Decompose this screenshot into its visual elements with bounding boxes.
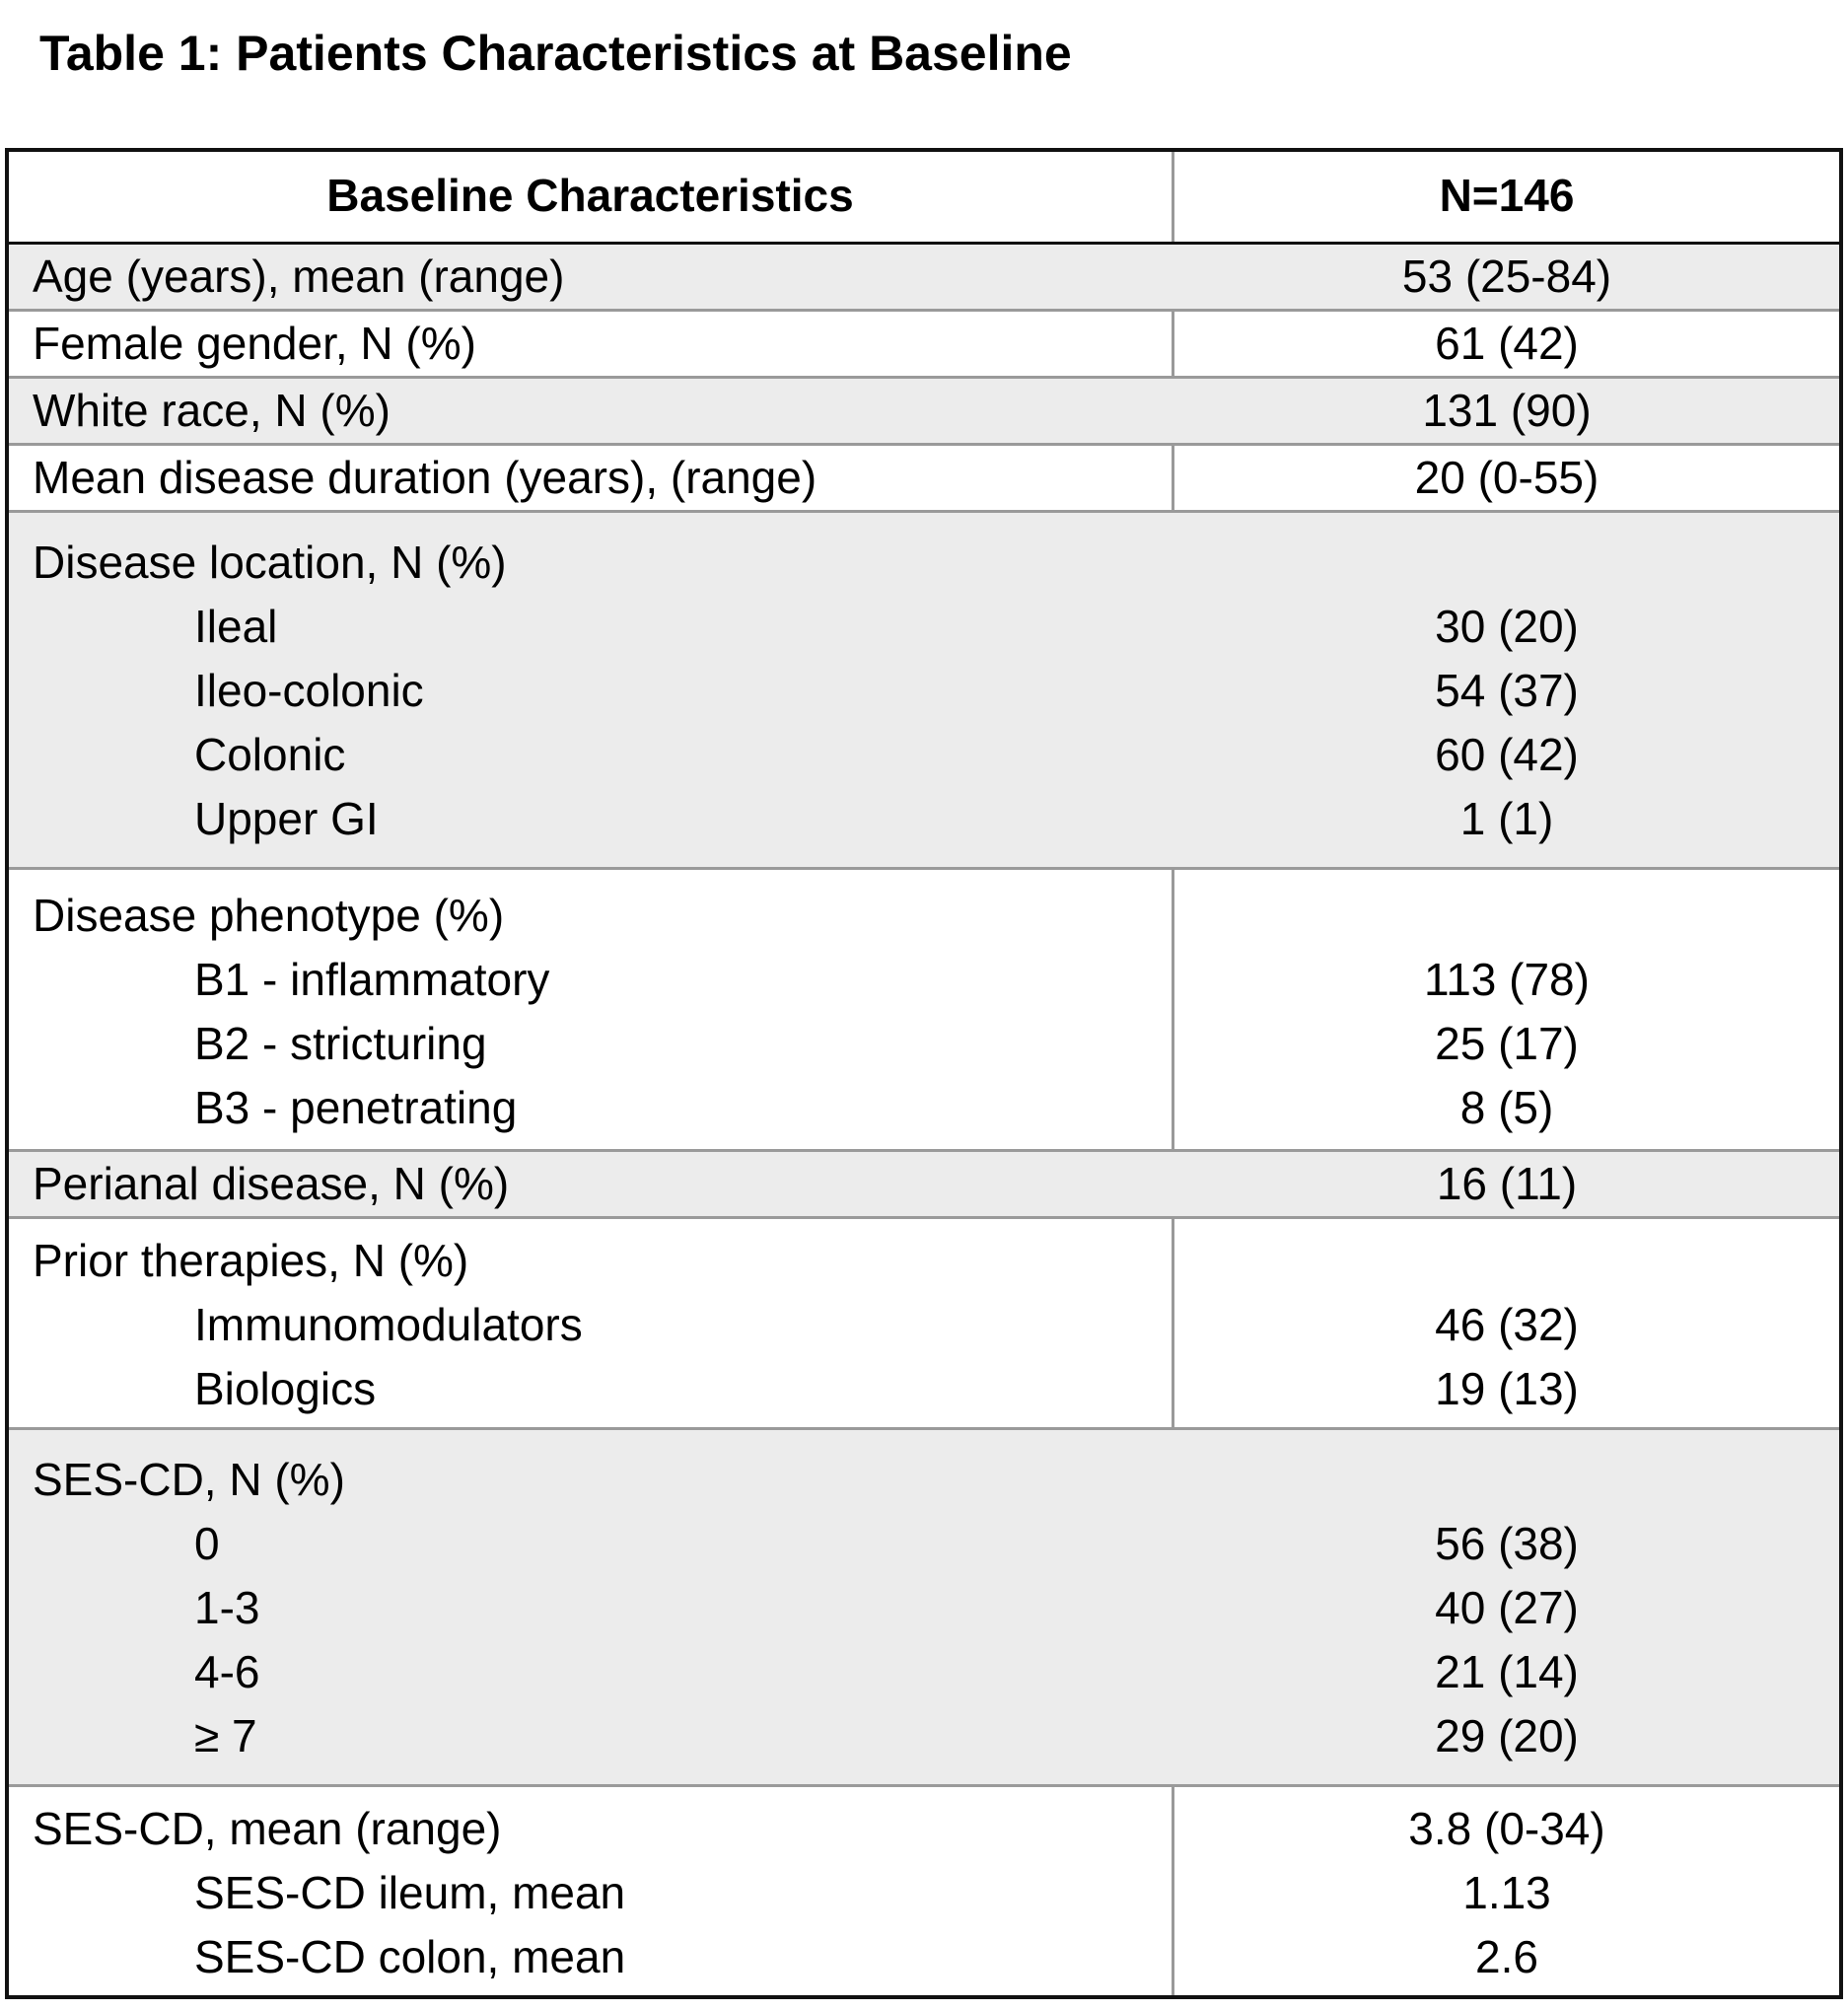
sub-value: 8 (5) bbox=[1459, 1082, 1554, 1133]
sub-value: 1 (1) bbox=[1459, 793, 1554, 844]
sub-value: 46 (32) bbox=[1435, 1299, 1579, 1350]
table-row-group bbox=[9, 1787, 1839, 1995]
sub-label: 1-3 bbox=[194, 1582, 260, 1633]
table-row bbox=[9, 245, 1839, 312]
row-label: Age (years), mean (range) bbox=[33, 251, 565, 302]
sub-value: 40 (27) bbox=[1435, 1582, 1579, 1633]
table-row-group bbox=[9, 870, 1839, 1152]
sub-label: B2 - stricturing bbox=[194, 1018, 487, 1069]
header-label: Baseline Characteristics bbox=[326, 170, 854, 221]
sub-value: 60 (42) bbox=[1435, 729, 1579, 780]
group-label: Prior therapies, N (%) bbox=[33, 1235, 469, 1286]
table-row bbox=[9, 446, 1839, 513]
group-label: Disease phenotype (%) bbox=[33, 890, 505, 941]
row-value: 20 (0-55) bbox=[1414, 452, 1599, 503]
sub-label: 0 bbox=[194, 1518, 220, 1569]
sub-value: 21 (14) bbox=[1435, 1646, 1579, 1697]
row-value: 16 (11) bbox=[1436, 1158, 1578, 1209]
baseline-characteristics-table bbox=[5, 148, 1843, 1999]
table-row-group bbox=[9, 1430, 1839, 1787]
row-label: Perianal disease, N (%) bbox=[33, 1158, 510, 1209]
sub-label: ≥ 7 bbox=[194, 1710, 257, 1761]
sub-value: 19 (13) bbox=[1435, 1363, 1579, 1414]
sub-value: 25 (17) bbox=[1435, 1018, 1579, 1069]
table-row bbox=[9, 312, 1839, 379]
sub-label: Ileo-colonic bbox=[194, 665, 424, 716]
sub-value: 2.6 bbox=[1475, 1931, 1538, 1982]
sub-label: SES-CD colon, mean bbox=[194, 1931, 626, 1982]
table-row-group bbox=[9, 1219, 1839, 1430]
row-value: 131 (90) bbox=[1422, 385, 1592, 436]
table-row bbox=[9, 1152, 1839, 1219]
group-label: SES-CD, N (%) bbox=[33, 1454, 345, 1505]
group-label: SES-CD, mean (range) bbox=[33, 1803, 502, 1854]
sub-value: 56 (38) bbox=[1435, 1518, 1579, 1569]
row-label: Mean disease duration (years), (range) bbox=[33, 452, 817, 503]
header-value: N=146 bbox=[1439, 170, 1575, 221]
row-label: White race, N (%) bbox=[33, 385, 391, 436]
sub-label: B3 - penetrating bbox=[194, 1082, 518, 1133]
sub-label: Upper GI bbox=[194, 793, 379, 844]
sub-label: 4-6 bbox=[194, 1646, 260, 1697]
sub-label: Biologics bbox=[194, 1363, 377, 1414]
sub-label: Ileal bbox=[194, 601, 278, 652]
group-label: Disease location, N (%) bbox=[33, 537, 507, 588]
row-value: 53 (25-84) bbox=[1401, 251, 1612, 302]
table-row bbox=[9, 379, 1839, 446]
sub-value: 113 (78) bbox=[1424, 954, 1590, 1005]
sub-label: B1 - inflammatory bbox=[194, 954, 550, 1005]
sub-value: 30 (20) bbox=[1435, 601, 1579, 652]
sub-value: 1.13 bbox=[1462, 1867, 1551, 1918]
table-title: Table 1: Patients Characteristics at Baseline bbox=[39, 26, 1072, 81]
sub-label: Colonic bbox=[194, 729, 346, 780]
group-value: 3.8 (0-34) bbox=[1408, 1803, 1605, 1854]
sub-value: 54 (37) bbox=[1435, 665, 1579, 716]
table-row-group bbox=[9, 513, 1839, 870]
sub-label: SES-CD ileum, mean bbox=[194, 1867, 626, 1918]
sub-value: 29 (20) bbox=[1435, 1710, 1579, 1761]
sub-label: Immunomodulators bbox=[194, 1299, 583, 1350]
row-label: Female gender, N (%) bbox=[33, 318, 476, 369]
row-value: 61 (42) bbox=[1435, 318, 1579, 369]
table-header-row bbox=[9, 152, 1839, 245]
